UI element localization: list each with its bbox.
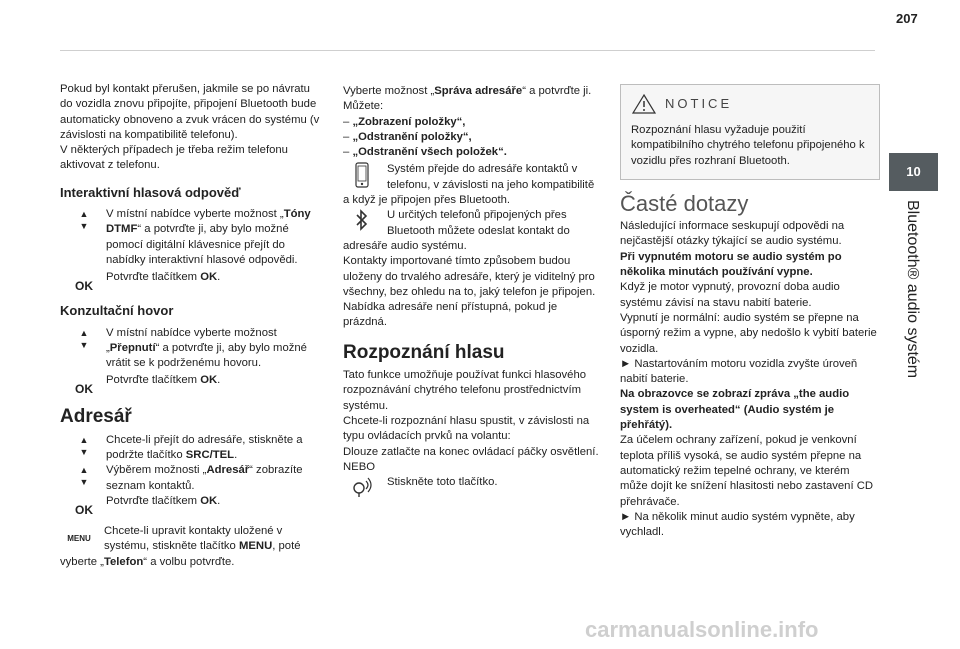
text-run-bold: Přepnutí (109, 341, 156, 354)
voice-command-icon (343, 475, 381, 505)
dash: – (343, 146, 350, 159)
question-text: Na obrazovce se zobrazí zpráva „the audio system is overheated“ (Audio systém je přehřátý). (620, 388, 850, 432)
option-label: „Odstranění všech položek“. (352, 146, 507, 159)
question-text: Při vypnutém motoru se audio systém po několika minutách používání vypne. (620, 250, 842, 279)
chapter-tab-number: 10 (889, 153, 938, 191)
bluetooth-note (343, 208, 603, 254)
voice-p1: Tato funkce umožňuje používat funkci hlasového rozpoznávání chytrého telefonu prostřednictvím systému. (343, 369, 587, 412)
text-run: , poté vyberte „ (60, 540, 301, 568)
text-run: . (217, 494, 221, 507)
notice-title: NOTICE (665, 96, 733, 112)
text-run: Chcete-li upravit kontakty uložené v systému, stiskněte tlačítko (104, 524, 283, 553)
text-run-bold: OK (200, 271, 218, 284)
dash: – (343, 115, 350, 128)
faq-question-1 (620, 250, 880, 281)
up-down-arrows-icon: ▲ ▼ (79, 434, 89, 457)
text-run-bold: Telefon (103, 555, 144, 568)
phone-note (343, 162, 603, 208)
confirm-step (60, 494, 325, 518)
edit-contacts-step (60, 524, 325, 570)
text-run-bold: OK (200, 494, 218, 507)
notice-box (620, 84, 880, 180)
faq-answer-2: Za účelem ochrany zařízení, pokud je venkovní teplota příliš vysoká, se audio systém přepne na automatický režim tepelné ochrany, ve kterém může dojít ke snížení hlasitosti nebo zastavení CD přehrávače. (620, 434, 874, 508)
text-run: . (217, 374, 221, 387)
ok-icon: OK (75, 382, 93, 397)
confirm-step (60, 270, 325, 292)
column-3 (620, 84, 880, 540)
heading-voice-recognition: Rozpoznání hlasu (343, 341, 505, 363)
heading-faq: Časté dotazy (620, 190, 749, 216)
chapter-tab (887, 200, 939, 430)
text-run: . (234, 449, 238, 462)
imported-note: Kontakty importované tímto způsobem budou uloženy do trvalého adresáře, který je viditelný pro všechny, bez ohledu na to, jaký telefon je připojen. (343, 255, 596, 298)
heading-voice-response: Interaktivní hlasová odpověď (60, 184, 241, 200)
ok-icon: OK (75, 502, 93, 517)
chapter-tab-label: Bluetooth® audio systém (904, 200, 921, 379)
text-run: Výběrem možnosti „ (106, 464, 207, 477)
up-down-arrows-icon: ▲ ▼ (79, 327, 89, 350)
menu-icon: MENU (67, 533, 91, 543)
text-run-bold: Adresář (206, 464, 250, 477)
text-run: V místní nabídce vyberte možnost „ (106, 326, 277, 354)
faq-answer-2b: ► Na několik minut audio systém vypněte, aby vychladl. (620, 510, 855, 539)
text-run: “ a potvrďte ji, aby bylo možné vrátit se k podrženému hovoru. (106, 341, 307, 370)
faq-answer-1c: ► Nastartováním motoru vozidla zvyšte úroveň nabití baterie. (620, 357, 858, 386)
option-delete-all (343, 145, 603, 160)
text-run: Stiskněte toto tlačítko. (387, 476, 498, 489)
dash: – (343, 130, 350, 143)
text-run-bold: MENU (238, 540, 273, 553)
faq-question-2 (620, 387, 880, 433)
or-label: NEBO (343, 460, 376, 473)
book-step-2 (60, 463, 325, 494)
text-run: Chcete-li přejít do adresáře, stiskněte a podržte tlačítko (106, 433, 303, 462)
text-run-bold: OK (200, 374, 218, 387)
warning-icon (631, 93, 657, 115)
text-run: Potvrďte tlačítkem (106, 271, 201, 284)
text-run: Systém přejde do adresáře kontaktů v telefonu, v závislosti na jeho kompatibilitě a když je připojen přes Bluetooth. (343, 163, 595, 207)
text-run-bold: Správa adresáře (434, 85, 523, 97)
option-label: „Odstranění položky“, (352, 130, 472, 143)
text-run: “ a potvrďte ji, aby bylo možné pomocí digitální klávesnice přejít do nabídky interaktivní hlasové odpovědi. (106, 223, 298, 266)
page-number: 207 (896, 11, 918, 26)
column-2 (343, 84, 603, 505)
notice-header (631, 93, 869, 115)
empty-note: Nabídka adresáře není přístupná, pokud je prázdná. (343, 301, 558, 329)
heading-consult-call: Konzultační hovor (60, 303, 174, 319)
up-down-arrows-icon: ▲ ▼ (79, 465, 89, 488)
header-divider (60, 50, 875, 51)
confirm-step (60, 373, 325, 395)
text-run-bold: SRC/TEL (185, 449, 235, 462)
ok-icon: OK (75, 279, 93, 294)
book-step-1 (60, 433, 325, 464)
column-1 (60, 82, 325, 570)
notice-text: Rozpoznání hlasu vyžaduje použití kompatibilního chytrého telefonu připojeného k vozidlu přes rozhraní Bluetooth. (631, 124, 865, 167)
voice-button-step (343, 475, 603, 490)
option-delete (343, 130, 603, 145)
voice-p2: Chcete-li rozpoznání hlasu spustit, v závislosti na typu ovládacích prvků na volantu: (343, 414, 590, 443)
faq-intro: Následující informace seskupují odpovědi na nejčastější otázky týkající se audio systému. (620, 220, 845, 248)
consult-step (60, 326, 325, 372)
text-run: Potvrďte tlačítkem (106, 494, 201, 507)
intro-paragraph-2: V některých případech je třeba režim telefonu aktivovat z telefonu. (60, 144, 288, 172)
text-run: “ zobrazíte seznam kontaktů. (106, 464, 303, 492)
option-view (343, 115, 603, 130)
text-run: Potvrďte tlačítkem (106, 374, 201, 387)
text-run: “ a volbu potvrďte. (143, 555, 235, 568)
smartphone-icon (343, 162, 381, 192)
text-run: . (217, 271, 221, 284)
voice-response-step (60, 207, 325, 268)
option-label: „Zobrazení položky“, (352, 115, 466, 128)
heading-address-book: Adresář (60, 406, 132, 428)
faq-answer-1: Když je motor vypnutý, provozní doba audio systému závisí na stavu nabití baterie. (620, 281, 840, 309)
watermark: carmanualsonline.info (585, 617, 819, 642)
can-label: Můžete: (343, 100, 384, 113)
text-run-bold: Tóny DTMF (106, 208, 311, 236)
bluetooth-icon (343, 208, 381, 238)
faq-answer-1b: Vypnutí je normální: audio systém se přepne na úsporný režim a vypne, aby nedošlo k vybití baterie vozidla. (620, 311, 877, 355)
voice-p3: Dlouze zatlačte na konec ovládací páčky osvětlení. (343, 445, 599, 458)
text-run: “ a potvrďte ji. (522, 85, 592, 97)
intro-paragraph: Pokud byl kontakt přerušen, jakmile se po návratu do vozidla znovu připojíte, připojení Bluetooth bude automaticky obnoveno a zvuk vrácen do systému (v závislosti na kompatibilitě telefonu). (60, 83, 320, 141)
text-run: U určitých telefonů připojených přes Bluetooth můžete odeslat kontakt do adresáře audio systému. (343, 209, 570, 252)
up-down-arrows-icon: ▲ ▼ (79, 209, 89, 232)
text-run: Vyberte možnost „ (343, 85, 435, 97)
text-run: V místní nabídce vyberte možnost „ (106, 208, 284, 221)
select-manage-book (343, 84, 603, 99)
